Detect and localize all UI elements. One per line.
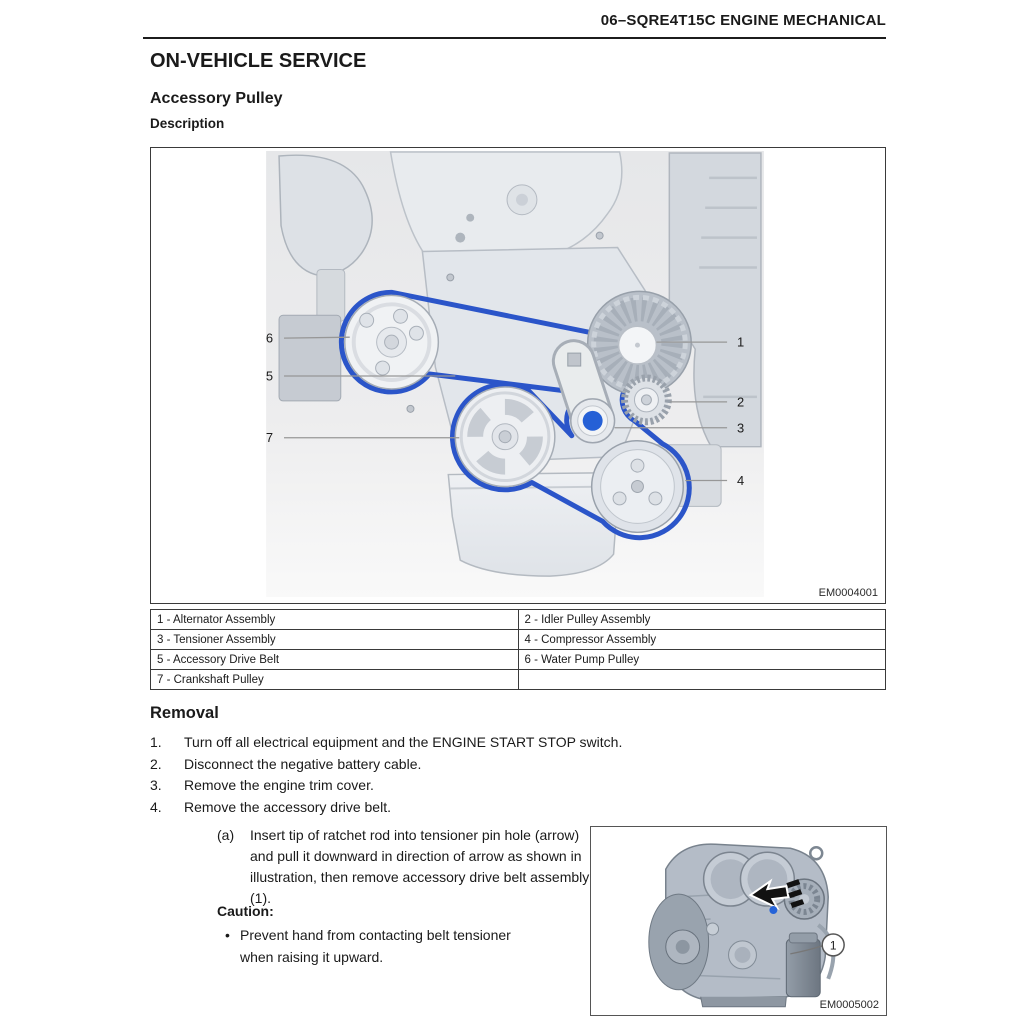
callout-1-circled: 1 <box>829 938 837 953</box>
callout-1: 1 <box>737 334 745 350</box>
legend-cell: 3 - Tensioner Assembly <box>151 630 519 650</box>
idler-pulley <box>625 378 669 422</box>
legend-cell: 5 - Accessory Drive Belt <box>151 650 519 670</box>
step-text: Turn off all electrical equipment and the ENGINE START STOP switch. <box>184 734 623 750</box>
subsection-title: Description <box>150 116 225 131</box>
header-rule <box>143 37 886 39</box>
figure-accessory-pulley <box>150 147 886 604</box>
step-text: Remove the accessory drive belt. <box>184 798 391 815</box>
legend-cell: 1 - Alternator Assembly <box>151 610 519 630</box>
legend-cell <box>518 670 886 690</box>
callout-5: 5 <box>265 368 274 384</box>
caution-heading: Caution: <box>217 903 274 919</box>
legend-cell: 2 - Idler Pulley Assembly <box>518 610 886 630</box>
tensioner-pin-hole-dot <box>769 906 777 914</box>
legend-cell: 6 - Water Pump Pulley <box>518 650 886 670</box>
list-item <box>150 797 750 819</box>
engine-side-body <box>649 844 834 1007</box>
step-number: 2. <box>150 755 162 772</box>
callout-7: 7 <box>265 430 274 446</box>
crankshaft-pulley <box>455 387 555 487</box>
removal-heading: Removal <box>150 704 219 722</box>
page-header: 06–SQRE4T15C ENGINE MECHANICAL <box>600 12 886 29</box>
legend-table <box>150 609 886 690</box>
figure1-code: EM0004001 <box>818 587 878 599</box>
page-title: ON-VEHICLE SERVICE <box>150 50 367 72</box>
substep-text: Insert tip of ratchet rod into tensioner pin hole (arrow) and pull it downward in direction of arrow as shown in illustration, then remove accessory drive belt assembly (1). <box>250 827 590 906</box>
engine-side-illustration <box>591 827 886 1015</box>
step-number: 1. <box>150 734 162 750</box>
step-number: 4. <box>150 798 162 815</box>
section-title: Accessory Pulley <box>150 90 283 107</box>
callout-3: 3 <box>737 420 745 436</box>
figure-belt-removal <box>590 826 887 1016</box>
callout-6: 6 <box>265 330 274 346</box>
figure2-code: EM0005002 <box>819 999 879 1011</box>
caution-item <box>225 925 541 968</box>
engine-front-illustration <box>151 148 885 603</box>
callout-4: 4 <box>737 473 745 489</box>
table-row <box>151 610 886 630</box>
step-text: Disconnect the negative battery cable. <box>184 755 422 772</box>
water-pump-pulley <box>345 295 439 389</box>
table-row <box>151 630 886 650</box>
list-item <box>150 775 750 797</box>
removal-steps <box>150 732 750 818</box>
substep-label: (a) <box>217 827 235 843</box>
step-number: 3. <box>150 777 162 794</box>
engine-mount <box>279 315 341 401</box>
legend-cell: 7 - Crankshaft Pulley <box>151 670 519 690</box>
compressor <box>592 441 684 533</box>
substep-a <box>217 825 597 909</box>
callout-2: 2 <box>737 394 745 410</box>
table-row <box>151 650 886 670</box>
list-item <box>150 732 750 754</box>
step-text: Remove the engine trim cover. <box>184 777 374 794</box>
table-row <box>151 670 886 690</box>
legend-cell: 4 - Compressor Assembly <box>518 630 886 650</box>
list-item <box>150 754 750 776</box>
bullet-icon: • <box>225 927 230 943</box>
tensioner-pin-hole <box>583 411 603 431</box>
caution-text: Prevent hand from contacting belt tensioner when raising it upward. <box>240 927 511 965</box>
